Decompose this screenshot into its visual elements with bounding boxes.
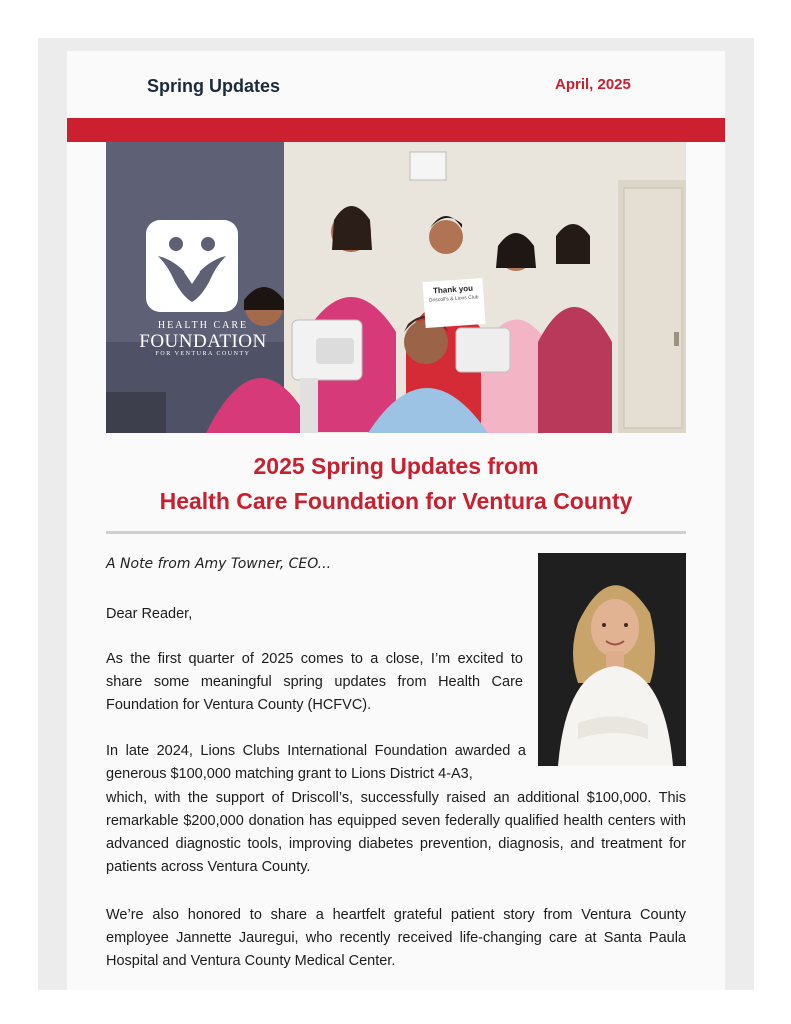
grant-paragraph-start: In late 2024, Lions Clubs International Foundation awarded a generous $100,000 matching grant to Lions District 4-A3, [106, 743, 526, 782]
logo-text-health-care: HEALTH CARE [157, 320, 249, 331]
ceo-portrait-illustration [538, 553, 686, 766]
headline-line-1: 2025 Spring Updates from [253, 453, 539, 479]
sign-text: Thank you [432, 283, 474, 296]
ceo-portrait [538, 553, 686, 766]
intro-paragraph: As the first quarter of 2025 comes to a close, I’m excited to share some meaningful spring updates from Health Care Foundation for Ventura County (HCFVC). [106, 651, 523, 713]
logo-text-foundation: FOUNDATION [139, 331, 267, 352]
headline-line-2: Health Care Foundation for Ventura County [159, 488, 633, 514]
sign-subtext: Driscoll's & Lions Club [428, 294, 479, 304]
heart-figures-icon [146, 220, 238, 312]
foundation-logo [146, 220, 238, 312]
newsletter-title: Spring Updates [147, 76, 281, 96]
grant-paragraph-continued: which, with the support of Driscoll’s, successfully raised an additional $100,000. This remarkable $200,000 donation has equipped seven federally qualified health centers with advanced diagnostic tools, improving diabetes prevention, diagnosis, and treatment for patients across Ventura County. [106, 790, 686, 875]
greeting: Dear Reader, [106, 606, 193, 622]
headline-divider [106, 531, 686, 534]
issue-date: April, 2025 [555, 76, 631, 93]
main-headline [106, 449, 686, 519]
thank-you-sign [422, 278, 485, 328]
hero-photo [106, 142, 686, 433]
red-divider-bar [67, 118, 725, 142]
logo-text-ventura: FOR VENTURA COUNTY [155, 351, 251, 357]
ceo-note-heading: A Note from Amy Towner, CEO... [106, 556, 332, 572]
patient-story-paragraph: We’re also honored to share a heartfelt grateful patient story from Ventura County employee Jannette Jauregui, who recently received life-changing care at Santa Paula Hospital and Ventura County Medical Center. [106, 907, 686, 969]
